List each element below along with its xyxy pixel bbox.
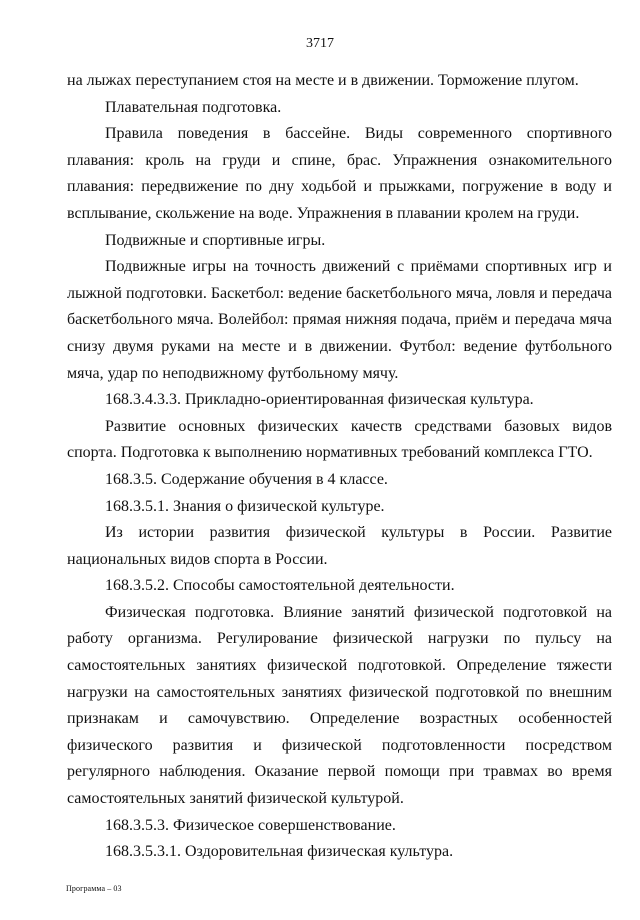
section-168-3-5-3-1: 168.3.5.3.1. Оздоровительная физическая культура.	[105, 843, 454, 861]
section-168-3-5-2: 168.3.5.2. Способы самостоятельной деятельности.	[105, 577, 455, 595]
paragraph-physical-preparation: Физическая подготовка. Влияние занятий физической подготовкой на работу организма. Регулирование физической нагрузки по пульсу на самостоятельных занятиях физической подготовкой. Определение тяжести нагрузки на самостоятельных занятиях физической подготовкой по внешним признакам и самочувствию. Определение возрастных особенностей физического развития и физической подготовленности посредством регулярного наблюдения. Оказание первой помощи при травмах во время самостоятельных занятий физической культурой.	[67, 603, 612, 808]
section-168-3-5-1: 168.3.5.1. Знания о физической культуре.	[105, 497, 385, 515]
paragraph-physical-qualities: Развитие основных физических качеств средствами базовых видов спорта. Подготовка к выполнению нормативных требований комплекса ГТО.	[67, 417, 612, 462]
footer-label: Программа – 03	[66, 884, 122, 893]
paragraph-swimming-rules: Правила поведения в бассейне. Виды современного спортивного плавания: кроль на груди и спине, брас. Упражнения ознакомительного плавания: передвижение по дну ходьбой и прыжками, погружение в воду и всплывание, скольжение на воде. Упражнения в плавании кролем на груди.	[67, 125, 612, 222]
section-168-3-5: 168.3.5. Содержание обучения в 4 классе.	[105, 470, 388, 488]
heading-swimming-training: Плавательная подготовка.	[105, 98, 282, 116]
paragraph-continuation: на лыжах переступанием стоя на месте и в движении. Торможение плугом.	[67, 72, 579, 89]
paragraph-history: Из истории развития физической культуры в России. Развитие национальных видов спорта в России.	[67, 524, 612, 568]
heading-games: Подвижные и спортивные игры.	[105, 231, 326, 249]
page-number: 3717	[306, 36, 334, 51]
document-body	[67, 68, 612, 866]
section-168-3-4-3-3: 168.3.4.3.3. Прикладно-ориентированная физическая культура.	[105, 391, 534, 409]
paragraph-games: Подвижные игры на точность движений с приёмами спортивных игр и лыжной подготовки. Баскетбол: ведение баскетбольного мяча, ловля и передача баскетбольного мяча. Волейбол: прямая нижняя подача, приём и передача мяча снизу двумя руками на месте и в движении. Футбол: ведение футбольного мяча, удар по неподвижному футбольному мячу.	[67, 258, 612, 382]
section-168-3-5-3: 168.3.5.3. Физическое совершенствование.	[105, 816, 396, 834]
